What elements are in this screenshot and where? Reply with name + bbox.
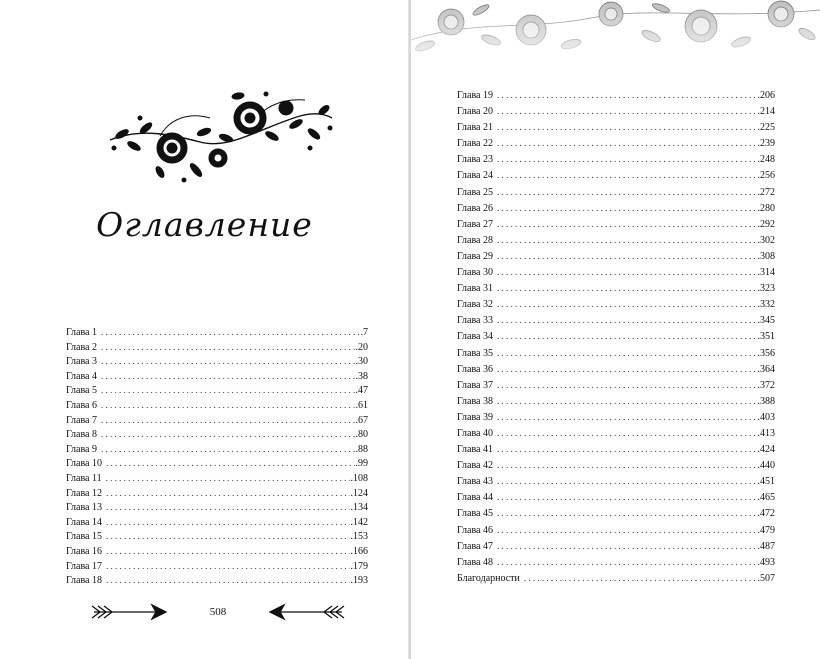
toc-entry bbox=[66, 559, 368, 574]
toc-dot-leader bbox=[497, 312, 757, 328]
toc-entry-label: Глава 1 bbox=[66, 327, 97, 338]
toc-entry-label: Глава 3 bbox=[66, 356, 97, 368]
toc-entry-page: .493 bbox=[757, 556, 775, 568]
toc-entry bbox=[457, 409, 775, 425]
toc-entry bbox=[66, 500, 368, 515]
arrow-right-icon bbox=[88, 602, 172, 622]
toc-entry bbox=[457, 184, 775, 200]
toc-entry-label: Глава 44 bbox=[457, 492, 493, 504]
toc-dot-leader bbox=[497, 151, 757, 167]
toc-entry-page: .88 bbox=[355, 443, 368, 455]
toc-entry-page: .372 bbox=[757, 379, 775, 391]
toc-entry-page: .351 bbox=[757, 331, 775, 343]
toc-dot-leader bbox=[497, 184, 757, 200]
toc-dot-leader bbox=[497, 248, 757, 264]
arrow-left-icon bbox=[264, 602, 348, 622]
toc-entry-label: Глава 13 bbox=[66, 502, 102, 514]
toc-entry bbox=[457, 328, 775, 344]
toc-entry-label: Глава 43 bbox=[457, 476, 493, 488]
toc-entry-label: Глава 29 bbox=[457, 250, 493, 262]
toc-entry-page: .292 bbox=[757, 218, 775, 230]
toc-dot-leader bbox=[497, 328, 757, 344]
toc-entry-page: .193 bbox=[350, 575, 368, 587]
toc-dot-leader bbox=[101, 369, 355, 384]
toc-dot-leader bbox=[106, 500, 350, 515]
toc-entry-page: .30 bbox=[355, 356, 368, 368]
toc-entry-page: .108 bbox=[350, 472, 368, 484]
page-footer bbox=[88, 600, 348, 624]
toc-entry-page: .225 bbox=[757, 122, 775, 134]
toc-entry-label: Глава 15 bbox=[66, 531, 102, 543]
toc-dot-leader bbox=[497, 425, 757, 441]
right-page bbox=[411, 0, 820, 659]
toc-entry bbox=[66, 456, 368, 471]
toc-entry bbox=[457, 361, 775, 377]
left-page bbox=[0, 0, 409, 659]
toc-entry-label: Глава 5 bbox=[66, 385, 97, 397]
toc-entry bbox=[66, 383, 368, 398]
toc-entry-label: Благодарности bbox=[457, 572, 520, 584]
toc-dot-leader bbox=[497, 87, 757, 103]
toc-entry-page: .20 bbox=[355, 341, 368, 353]
toc-entry-label: Глава 6 bbox=[66, 399, 97, 411]
toc-entry bbox=[457, 103, 775, 119]
toc-entry bbox=[457, 119, 775, 135]
toc-entry-page: .424 bbox=[757, 444, 775, 456]
toc-dot-leader bbox=[497, 441, 757, 457]
toc-entry bbox=[457, 457, 775, 473]
toc-entry bbox=[66, 340, 368, 355]
toc-entry-label: Глава 48 bbox=[457, 556, 493, 568]
toc-entry bbox=[66, 529, 368, 544]
toc-entry bbox=[457, 441, 775, 457]
toc-entry-label: Глава 23 bbox=[457, 154, 493, 166]
toc-entry-label: Глава 7 bbox=[66, 414, 97, 426]
toc-dot-leader bbox=[106, 515, 350, 530]
toc-entry-page: .465 bbox=[757, 492, 775, 504]
toc-entry-label: Глава 32 bbox=[457, 299, 493, 311]
toc-entry-page: .388 bbox=[757, 395, 775, 407]
toc-entry-page: .239 bbox=[757, 138, 775, 150]
toc-entry bbox=[457, 473, 775, 489]
toc-entry-page: .440 bbox=[757, 460, 775, 472]
toc-entry-label: Глава 34 bbox=[457, 331, 493, 343]
toc-entry-page: .179 bbox=[350, 560, 368, 572]
toc-dot-leader bbox=[106, 456, 355, 471]
toc-entry-label: Глава 12 bbox=[66, 487, 102, 499]
toc-entry bbox=[66, 427, 368, 442]
toc-list-left bbox=[66, 325, 368, 588]
toc-entry-page: .507 bbox=[757, 572, 775, 584]
toc-dot-leader bbox=[497, 216, 757, 232]
toc-entry bbox=[66, 515, 368, 530]
toc-entry bbox=[457, 312, 775, 328]
toc-entry-label: Глава 11 bbox=[66, 472, 102, 484]
toc-entry bbox=[457, 393, 775, 409]
toc-entry bbox=[66, 413, 368, 428]
toc-entry-label: Глава 38 bbox=[457, 395, 493, 407]
toc-entry bbox=[66, 544, 368, 559]
toc-dot-leader bbox=[101, 383, 355, 398]
toc-entry bbox=[66, 369, 368, 384]
toc-dot-leader bbox=[101, 325, 360, 340]
toc-dot-leader bbox=[497, 119, 757, 135]
toc-dot-leader bbox=[497, 473, 757, 489]
toc-entry-page: .206 bbox=[757, 90, 775, 101]
toc-dot-leader bbox=[497, 345, 757, 361]
toc-entry bbox=[66, 573, 368, 588]
toc-entry-label: Глава 27 bbox=[457, 218, 493, 230]
toc-entry-page: .356 bbox=[757, 347, 775, 359]
toc-dot-leader bbox=[101, 340, 355, 355]
toc-entry bbox=[457, 200, 775, 216]
toc-entry-page: .142 bbox=[350, 516, 368, 528]
toc-dot-leader bbox=[497, 377, 757, 393]
toc-entry-page: .345 bbox=[757, 315, 775, 327]
toc-dot-leader bbox=[101, 442, 355, 457]
toc-entry-label: Глава 45 bbox=[457, 508, 493, 520]
toc-entry-page: .272 bbox=[757, 186, 775, 198]
toc-entry bbox=[457, 232, 775, 248]
page-title: Оглавление bbox=[96, 205, 313, 244]
toc-entry-label: Глава 39 bbox=[457, 411, 493, 423]
toc-entry bbox=[66, 486, 368, 501]
toc-entry-page: .7 bbox=[360, 327, 368, 338]
toc-entry bbox=[457, 505, 775, 521]
toc-entry-page: .314 bbox=[757, 267, 775, 279]
toc-entry bbox=[457, 570, 775, 586]
toc-entry-label: Глава 8 bbox=[66, 429, 97, 441]
toc-dot-leader bbox=[497, 457, 757, 473]
toc-dot-leader bbox=[106, 559, 350, 574]
toc-dot-leader bbox=[497, 505, 757, 521]
toc-dot-leader bbox=[497, 538, 757, 554]
toc-entry-page: .256 bbox=[757, 170, 775, 182]
toc-entry-label: Глава 40 bbox=[457, 427, 493, 439]
toc-entry-label: Глава 36 bbox=[457, 363, 493, 375]
toc-dot-leader bbox=[497, 489, 757, 505]
page-number: 508 bbox=[209, 606, 227, 618]
toc-entry-page: .451 bbox=[757, 476, 775, 488]
toc-dot-leader bbox=[106, 544, 350, 559]
toc-entry bbox=[457, 135, 775, 151]
toc-dot-leader bbox=[101, 413, 355, 428]
toc-entry-label: Глава 14 bbox=[66, 516, 102, 528]
toc-entry-label: Глава 17 bbox=[66, 560, 102, 572]
toc-entry-page: .302 bbox=[757, 234, 775, 246]
toc-entry bbox=[457, 296, 775, 312]
toc-dot-leader bbox=[497, 135, 757, 151]
toc-entry bbox=[457, 538, 775, 554]
toc-entry-page: .280 bbox=[757, 202, 775, 214]
toc-entry-label: Глава 46 bbox=[457, 524, 493, 536]
toc-entry bbox=[457, 345, 775, 361]
toc-entry-page: .472 bbox=[757, 508, 775, 520]
toc-entry-label: Глава 42 bbox=[457, 460, 493, 472]
toc-dot-leader bbox=[101, 427, 355, 442]
toc-entry-label: Глава 21 bbox=[457, 122, 493, 134]
toc-entry-label: Глава 31 bbox=[457, 283, 493, 295]
toc-entry-page: .332 bbox=[757, 299, 775, 311]
toc-entry bbox=[457, 377, 775, 393]
floral-header-icon bbox=[411, 0, 820, 72]
toc-entry-page: .166 bbox=[350, 545, 368, 557]
toc-entry-page: .67 bbox=[355, 414, 368, 426]
toc-entry bbox=[66, 354, 368, 369]
toc-entry-label: Глава 16 bbox=[66, 545, 102, 557]
toc-entry bbox=[66, 398, 368, 413]
toc-entry-page: .61 bbox=[355, 399, 368, 411]
toc-dot-leader bbox=[106, 471, 350, 486]
toc-entry bbox=[457, 167, 775, 183]
toc-entry-label: Глава 9 bbox=[66, 443, 97, 455]
toc-entry bbox=[66, 471, 368, 486]
toc-dot-leader bbox=[524, 570, 757, 586]
toc-dot-leader bbox=[497, 103, 757, 119]
toc-dot-leader bbox=[101, 398, 355, 413]
toc-entry-page: .99 bbox=[355, 458, 368, 470]
toc-entry-label: Глава 20 bbox=[457, 106, 493, 118]
toc-entry bbox=[457, 248, 775, 264]
toc-entry-page: .403 bbox=[757, 411, 775, 423]
toc-dot-leader bbox=[497, 264, 757, 280]
toc-entry-page: .124 bbox=[350, 487, 368, 499]
toc-dot-leader bbox=[497, 554, 757, 570]
toc-entry bbox=[457, 87, 775, 103]
toc-entry bbox=[66, 325, 368, 340]
toc-dot-leader bbox=[106, 573, 350, 588]
toc-dot-leader bbox=[106, 529, 350, 544]
floral-ornament-icon bbox=[100, 88, 340, 198]
toc-entry-label: Глава 35 bbox=[457, 347, 493, 359]
toc-entry-label: Глава 28 bbox=[457, 234, 493, 246]
toc-entry-label: Глава 47 bbox=[457, 540, 493, 552]
toc-list-right bbox=[457, 87, 775, 586]
toc-entry-page: .80 bbox=[355, 429, 368, 441]
toc-entry-page: .47 bbox=[355, 385, 368, 397]
toc-entry bbox=[457, 489, 775, 505]
toc-entry-label: Глава 25 bbox=[457, 186, 493, 198]
toc-entry bbox=[66, 442, 368, 457]
toc-entry-page: .308 bbox=[757, 250, 775, 262]
toc-dot-leader bbox=[497, 393, 757, 409]
toc-entry-page: .38 bbox=[355, 370, 368, 382]
toc-dot-leader bbox=[497, 280, 757, 296]
toc-entry-label: Глава 24 bbox=[457, 170, 493, 182]
toc-dot-leader bbox=[101, 354, 355, 369]
toc-dot-leader bbox=[497, 522, 757, 538]
toc-entry-label: Глава 4 bbox=[66, 370, 97, 382]
toc-dot-leader bbox=[497, 200, 757, 216]
toc-entry bbox=[457, 522, 775, 538]
toc-entry-label: Глава 41 bbox=[457, 444, 493, 456]
toc-entry-page: .153 bbox=[350, 531, 368, 543]
toc-entry-label: Глава 33 bbox=[457, 315, 493, 327]
toc-dot-leader bbox=[497, 409, 757, 425]
toc-entry-page: .413 bbox=[757, 427, 775, 439]
toc-entry-label: Глава 26 bbox=[457, 202, 493, 214]
toc-entry-page: .248 bbox=[757, 154, 775, 166]
toc-entry-page: .364 bbox=[757, 363, 775, 375]
toc-entry-page: .214 bbox=[757, 106, 775, 118]
toc-entry bbox=[457, 264, 775, 280]
toc-entry-label: Глава 19 bbox=[457, 90, 493, 101]
toc-entry-label: Глава 30 bbox=[457, 267, 493, 279]
toc-dot-leader bbox=[106, 486, 350, 501]
toc-entry bbox=[457, 554, 775, 570]
toc-entry-page: .487 bbox=[757, 540, 775, 552]
toc-entry bbox=[457, 151, 775, 167]
toc-entry-label: Глава 22 bbox=[457, 138, 493, 150]
toc-entry-label: Глава 37 bbox=[457, 379, 493, 391]
toc-entry-page: .134 bbox=[350, 502, 368, 514]
toc-entry bbox=[457, 216, 775, 232]
toc-dot-leader bbox=[497, 167, 757, 183]
toc-entry-page: .479 bbox=[757, 524, 775, 536]
toc-dot-leader bbox=[497, 232, 757, 248]
toc-dot-leader bbox=[497, 296, 757, 312]
toc-dot-leader bbox=[497, 361, 757, 377]
toc-entry bbox=[457, 425, 775, 441]
toc-entry-label: Глава 10 bbox=[66, 458, 102, 470]
toc-entry-page: .323 bbox=[757, 283, 775, 295]
toc-entry-label: Глава 18 bbox=[66, 575, 102, 587]
toc-entry-label: Глава 2 bbox=[66, 341, 97, 353]
toc-entry bbox=[457, 280, 775, 296]
